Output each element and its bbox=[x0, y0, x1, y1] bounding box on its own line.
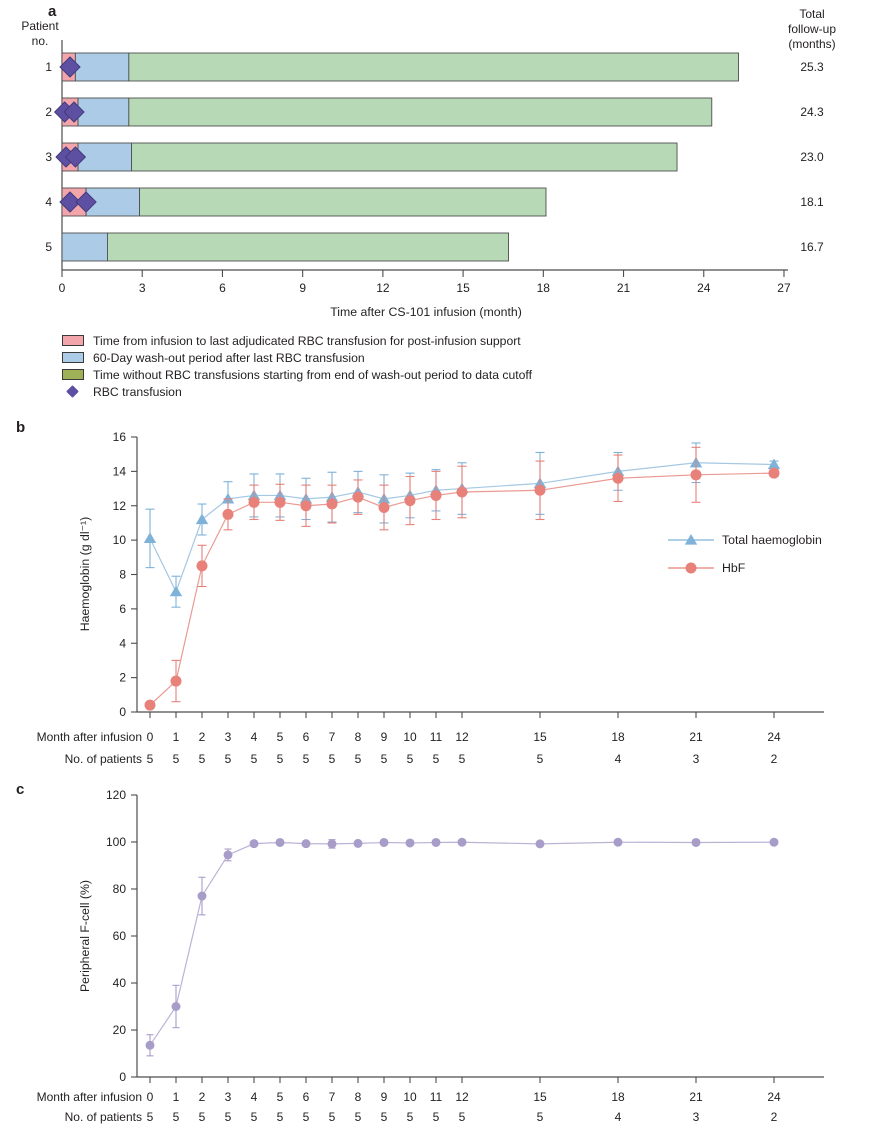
y-tick-label: 100 bbox=[105, 835, 126, 849]
y-tick-label: 120 bbox=[105, 788, 126, 802]
y-tick-label: 0 bbox=[119, 705, 126, 719]
row-value: 21 bbox=[689, 730, 703, 744]
data-point-circle bbox=[328, 839, 337, 848]
legend-label: 60-Day wash-out period after last RBC transfusion bbox=[93, 350, 365, 365]
legend-swatch-blue-icon bbox=[62, 352, 84, 363]
data-point-circle bbox=[172, 1002, 181, 1011]
data-point-circle bbox=[613, 473, 624, 484]
y-tick-label: 10 bbox=[112, 533, 126, 548]
series-circle bbox=[146, 838, 779, 1056]
panel-a-legend bbox=[62, 332, 532, 400]
y-tick-label: 4 bbox=[119, 636, 126, 651]
y-tick-label: 2 bbox=[119, 670, 126, 685]
row-value: 2 bbox=[198, 730, 206, 744]
x-tick-label: 27 bbox=[777, 281, 791, 295]
y-tick-label: 20 bbox=[112, 1023, 126, 1037]
y-tick-label: 12 bbox=[112, 498, 126, 513]
row-value: 11 bbox=[429, 730, 443, 744]
row-value: 5 bbox=[406, 752, 414, 766]
row-value: 10 bbox=[403, 1090, 417, 1104]
y-tick-label: 60 bbox=[112, 929, 126, 943]
data-point-circle bbox=[379, 502, 390, 513]
legend-item-pink bbox=[62, 332, 532, 349]
row-value: 5 bbox=[328, 752, 336, 766]
segment-transfusion-free bbox=[107, 233, 508, 261]
total-followup-value: 23.0 bbox=[800, 150, 824, 164]
row-value: 1 bbox=[172, 730, 180, 744]
patient-no-header: Patient bbox=[21, 19, 59, 33]
panel-c-y-axis-title: Peripheral F-cell (%) bbox=[78, 879, 92, 993]
data-point-triangle bbox=[144, 532, 156, 543]
data-point-circle bbox=[276, 838, 285, 847]
row-label: No. of patients bbox=[64, 1110, 142, 1124]
row-value: 7 bbox=[328, 1090, 336, 1104]
row-value: 5 bbox=[250, 1110, 258, 1124]
row-value: 5 bbox=[380, 1110, 388, 1124]
legend-label: Time without RBC transfusions starting from end of wash-out period to data cutoff bbox=[93, 367, 532, 382]
legend-label: RBC transfusion bbox=[93, 384, 182, 399]
row-value: 2 bbox=[770, 1110, 778, 1124]
row-value: 4 bbox=[250, 1090, 258, 1104]
row-value: 5 bbox=[536, 752, 544, 766]
row-value: 8 bbox=[354, 730, 362, 744]
legend-marker-circle-icon bbox=[686, 563, 697, 574]
total-followup-header: Total bbox=[799, 7, 825, 21]
row-value: 15 bbox=[533, 1090, 547, 1104]
data-point-circle bbox=[223, 509, 234, 520]
total-followup-header: (months) bbox=[788, 37, 836, 51]
row-value: 11 bbox=[429, 1090, 443, 1104]
legend-swatch-green-icon bbox=[62, 369, 84, 380]
patient-number: 3 bbox=[45, 150, 52, 164]
panel-b-y-axis-title: Haemoglobin (g dl⁻¹) bbox=[78, 516, 92, 632]
legend-label: Total haemoglobin bbox=[722, 533, 822, 547]
row-value: 5 bbox=[276, 730, 284, 744]
row-value: 5 bbox=[536, 1110, 544, 1124]
data-point-circle bbox=[614, 838, 623, 847]
data-point-circle bbox=[692, 838, 701, 847]
y-tick-label: 0 bbox=[119, 1070, 126, 1084]
legend-item-green bbox=[62, 366, 532, 383]
row-value: 5 bbox=[406, 1110, 414, 1124]
row-value: 5 bbox=[276, 1110, 284, 1124]
y-tick-label: 14 bbox=[112, 464, 126, 479]
row-label: No. of patients bbox=[64, 752, 142, 766]
x-tick-label: 15 bbox=[456, 281, 470, 295]
x-tick-label: 0 bbox=[58, 281, 66, 295]
panel-a-x-axis-title: Time after CS-101 infusion (month) bbox=[330, 305, 522, 319]
patient-no-header: no. bbox=[31, 34, 49, 48]
row-value: 5 bbox=[250, 752, 258, 766]
row-value: 5 bbox=[354, 1110, 362, 1124]
data-point-circle bbox=[301, 500, 312, 511]
data-point-circle bbox=[171, 676, 182, 687]
row-value: 0 bbox=[146, 1090, 154, 1104]
x-tick-label: 24 bbox=[697, 281, 711, 295]
data-point-circle bbox=[197, 560, 208, 571]
segment-transfusion-free bbox=[129, 98, 712, 126]
panel-a-label: a bbox=[48, 3, 57, 20]
row-value: 5 bbox=[458, 752, 466, 766]
row-value: 12 bbox=[455, 1090, 469, 1104]
row-value: 8 bbox=[354, 1090, 362, 1104]
data-point-circle bbox=[250, 839, 259, 848]
y-tick-label: 16 bbox=[112, 430, 126, 444]
data-point-circle bbox=[769, 468, 780, 479]
data-point-circle bbox=[432, 838, 441, 847]
total-followup-value: 16.7 bbox=[800, 240, 824, 254]
row-value: 5 bbox=[302, 1110, 310, 1124]
data-point-circle bbox=[146, 1041, 155, 1050]
data-point-circle bbox=[535, 485, 546, 496]
data-point-circle bbox=[380, 838, 389, 847]
row-value: 5 bbox=[432, 1110, 440, 1124]
row-value: 7 bbox=[328, 730, 336, 744]
data-point-circle bbox=[353, 492, 364, 503]
row-value: 5 bbox=[302, 752, 310, 766]
data-point-triangle bbox=[196, 514, 208, 525]
x-tick-label: 3 bbox=[138, 281, 146, 295]
y-tick-label: 40 bbox=[112, 976, 126, 990]
row-value: 5 bbox=[198, 752, 206, 766]
row-value: 5 bbox=[198, 1110, 206, 1124]
data-point-circle bbox=[224, 850, 233, 859]
row-value: 24 bbox=[767, 730, 781, 744]
patient-number: 5 bbox=[45, 240, 52, 254]
panel-c-chart bbox=[37, 788, 824, 1124]
series-line bbox=[150, 842, 774, 1045]
row-value: 9 bbox=[380, 1090, 388, 1104]
data-point-circle bbox=[327, 499, 338, 510]
row-value: 5 bbox=[146, 752, 154, 766]
row-value: 5 bbox=[172, 1110, 180, 1124]
row-value: 21 bbox=[689, 1090, 703, 1104]
row-value: 5 bbox=[276, 752, 284, 766]
row-value: 18 bbox=[611, 1090, 625, 1104]
y-tick-label: 8 bbox=[119, 567, 126, 582]
data-point-circle bbox=[457, 487, 468, 498]
panel-b-chart bbox=[37, 430, 824, 766]
segment-washout-period bbox=[78, 98, 129, 126]
series-circle bbox=[145, 447, 780, 710]
row-value: 4 bbox=[614, 1110, 622, 1124]
data-point-circle bbox=[770, 838, 779, 847]
legend-label: HbF bbox=[722, 561, 746, 575]
row-value: 4 bbox=[614, 752, 622, 766]
legend-item-diamond bbox=[62, 383, 532, 400]
segment-washout-period bbox=[75, 53, 128, 81]
data-point-circle bbox=[145, 700, 156, 711]
segment-transfusion-free bbox=[140, 188, 546, 216]
row-value: 2 bbox=[770, 752, 778, 766]
total-followup-value: 24.3 bbox=[800, 105, 824, 119]
row-value: 18 bbox=[611, 730, 625, 744]
row-value: 5 bbox=[328, 1110, 336, 1124]
row-value: 5 bbox=[380, 752, 388, 766]
legend-swatch-diamond-icon bbox=[66, 385, 79, 398]
row-value: 5 bbox=[276, 1090, 284, 1104]
data-point-circle bbox=[354, 839, 363, 848]
panel-b-label: b bbox=[16, 419, 26, 436]
row-value: 5 bbox=[354, 752, 362, 766]
panel-c-label: c bbox=[16, 781, 25, 798]
segment-washout-period bbox=[62, 233, 107, 261]
data-point-circle bbox=[431, 490, 442, 501]
row-value: 5 bbox=[224, 1110, 232, 1124]
row-value: 9 bbox=[380, 730, 388, 744]
row-label: Month after infusion bbox=[36, 1090, 142, 1104]
legend-marker-triangle-icon bbox=[685, 534, 697, 545]
row-value: 5 bbox=[146, 1110, 154, 1124]
row-value: 10 bbox=[403, 730, 417, 744]
data-point-circle bbox=[405, 495, 416, 506]
row-value: 0 bbox=[146, 730, 154, 744]
row-value: 3 bbox=[224, 1090, 232, 1104]
row-value: 5 bbox=[172, 752, 180, 766]
row-value: 5 bbox=[458, 1110, 466, 1124]
legend-swatch-pink-icon bbox=[62, 335, 84, 346]
data-point-triangle bbox=[768, 459, 780, 470]
data-point-circle bbox=[691, 469, 702, 480]
row-value: 3 bbox=[692, 1110, 700, 1124]
patient-number: 2 bbox=[45, 105, 52, 119]
segment-transfusion-free bbox=[129, 53, 739, 81]
patient-number: 1 bbox=[45, 60, 52, 74]
patient-number: 4 bbox=[45, 195, 52, 209]
legend-item-blue bbox=[62, 349, 532, 366]
row-value: 5 bbox=[224, 752, 232, 766]
row-value: 12 bbox=[455, 730, 469, 744]
row-value: 6 bbox=[302, 730, 310, 744]
y-tick-label: 80 bbox=[112, 882, 126, 896]
y-tick-label: 6 bbox=[119, 601, 126, 616]
row-value: 5 bbox=[432, 752, 440, 766]
x-tick-label: 6 bbox=[219, 281, 226, 295]
row-value: 3 bbox=[692, 752, 700, 766]
data-point-circle bbox=[458, 838, 467, 847]
row-value: 4 bbox=[250, 730, 258, 744]
data-point-circle bbox=[275, 497, 286, 508]
data-point-triangle bbox=[170, 586, 182, 597]
row-value: 1 bbox=[172, 1090, 180, 1104]
row-value: 6 bbox=[302, 1090, 310, 1104]
total-followup-value: 18.1 bbox=[800, 195, 824, 209]
x-tick-label: 9 bbox=[299, 281, 307, 295]
x-tick-label: 12 bbox=[376, 281, 390, 295]
row-value: 3 bbox=[224, 730, 232, 744]
panel-a-chart bbox=[21, 7, 836, 319]
row-value: 2 bbox=[198, 1090, 206, 1104]
data-point-circle bbox=[302, 839, 311, 848]
x-tick-label: 21 bbox=[616, 281, 631, 295]
legend-label: Time from infusion to last adjudicated RBC transfusion for post-infusion support bbox=[93, 333, 521, 348]
row-label: Month after infusion bbox=[36, 730, 142, 744]
total-followup-header: follow-up bbox=[787, 22, 837, 36]
row-value: 24 bbox=[767, 1090, 781, 1104]
data-point-circle bbox=[249, 497, 260, 508]
row-value: 15 bbox=[533, 730, 547, 744]
data-point-circle bbox=[198, 892, 207, 901]
data-point-circle bbox=[536, 839, 545, 848]
total-followup-value: 25.3 bbox=[800, 60, 824, 74]
x-tick-label: 18 bbox=[536, 281, 550, 295]
segment-transfusion-free bbox=[132, 143, 677, 171]
data-point-circle bbox=[406, 838, 415, 847]
